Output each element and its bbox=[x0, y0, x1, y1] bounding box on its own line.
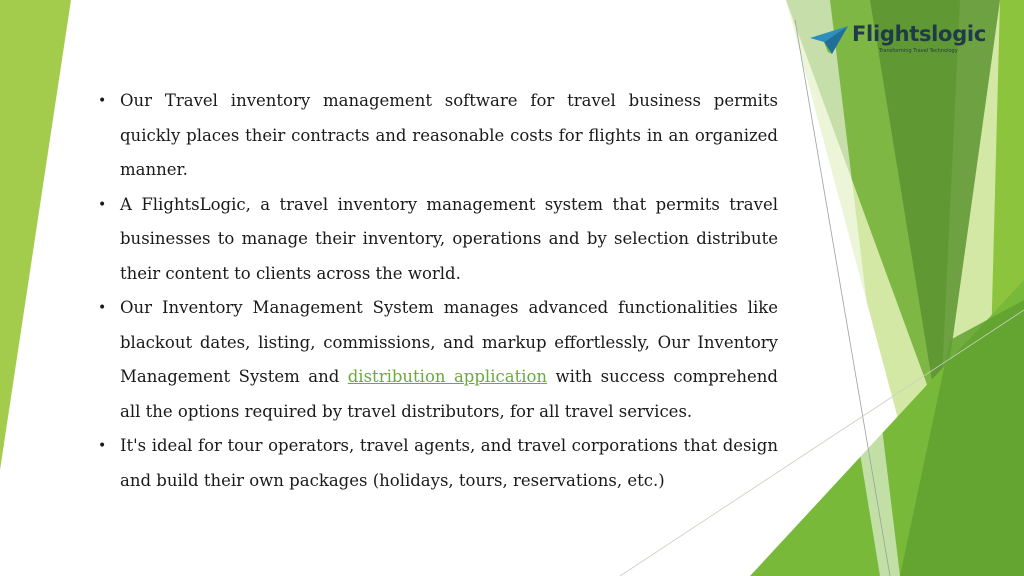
bullet-icon: • bbox=[98, 300, 107, 316]
left-green-stripe bbox=[0, 0, 71, 470]
bullet-list bbox=[98, 84, 778, 498]
bullet-text: Our Travel inventory management software for travel business permits quickly places their contracts and reasonable costs for flights in an organized manner. bbox=[120, 91, 778, 179]
bullet-text: It's ideal for tour operators, travel agents, and travel corporations that design and build their own packages (holidays, tours, reservations, etc.) bbox=[120, 436, 778, 490]
bullet-text-before: Our Inventory Management System manages advanced functionalities like blackout dates, listing, commissions, and markup effortlessly, Our Inventory Management System and bbox=[120, 298, 778, 386]
distribution-application-link[interactable]: distribution application bbox=[347, 367, 548, 386]
logo-tagline: Transforming Travel Technology bbox=[879, 48, 958, 54]
logo-name: Flightslogic bbox=[852, 22, 986, 46]
flightslogic-logo bbox=[810, 22, 986, 62]
bullet-text-after: with success comprehend all the options required by travel distributors, for all travel services. bbox=[120, 367, 778, 421]
list-item bbox=[98, 291, 778, 429]
list-item bbox=[98, 429, 778, 498]
list-item bbox=[98, 84, 778, 188]
bullet-icon: • bbox=[98, 438, 107, 454]
list-item bbox=[98, 188, 778, 292]
bullet-icon: • bbox=[98, 196, 107, 213]
bullet-icon: • bbox=[98, 93, 107, 109]
bullet-text: A FlightsLogic, a travel inventory management system that permits travel businesses to manage their inventory, operations and by selection distribute their content to clients across the world. bbox=[120, 194, 778, 283]
paper-plane-icon bbox=[810, 26, 848, 54]
